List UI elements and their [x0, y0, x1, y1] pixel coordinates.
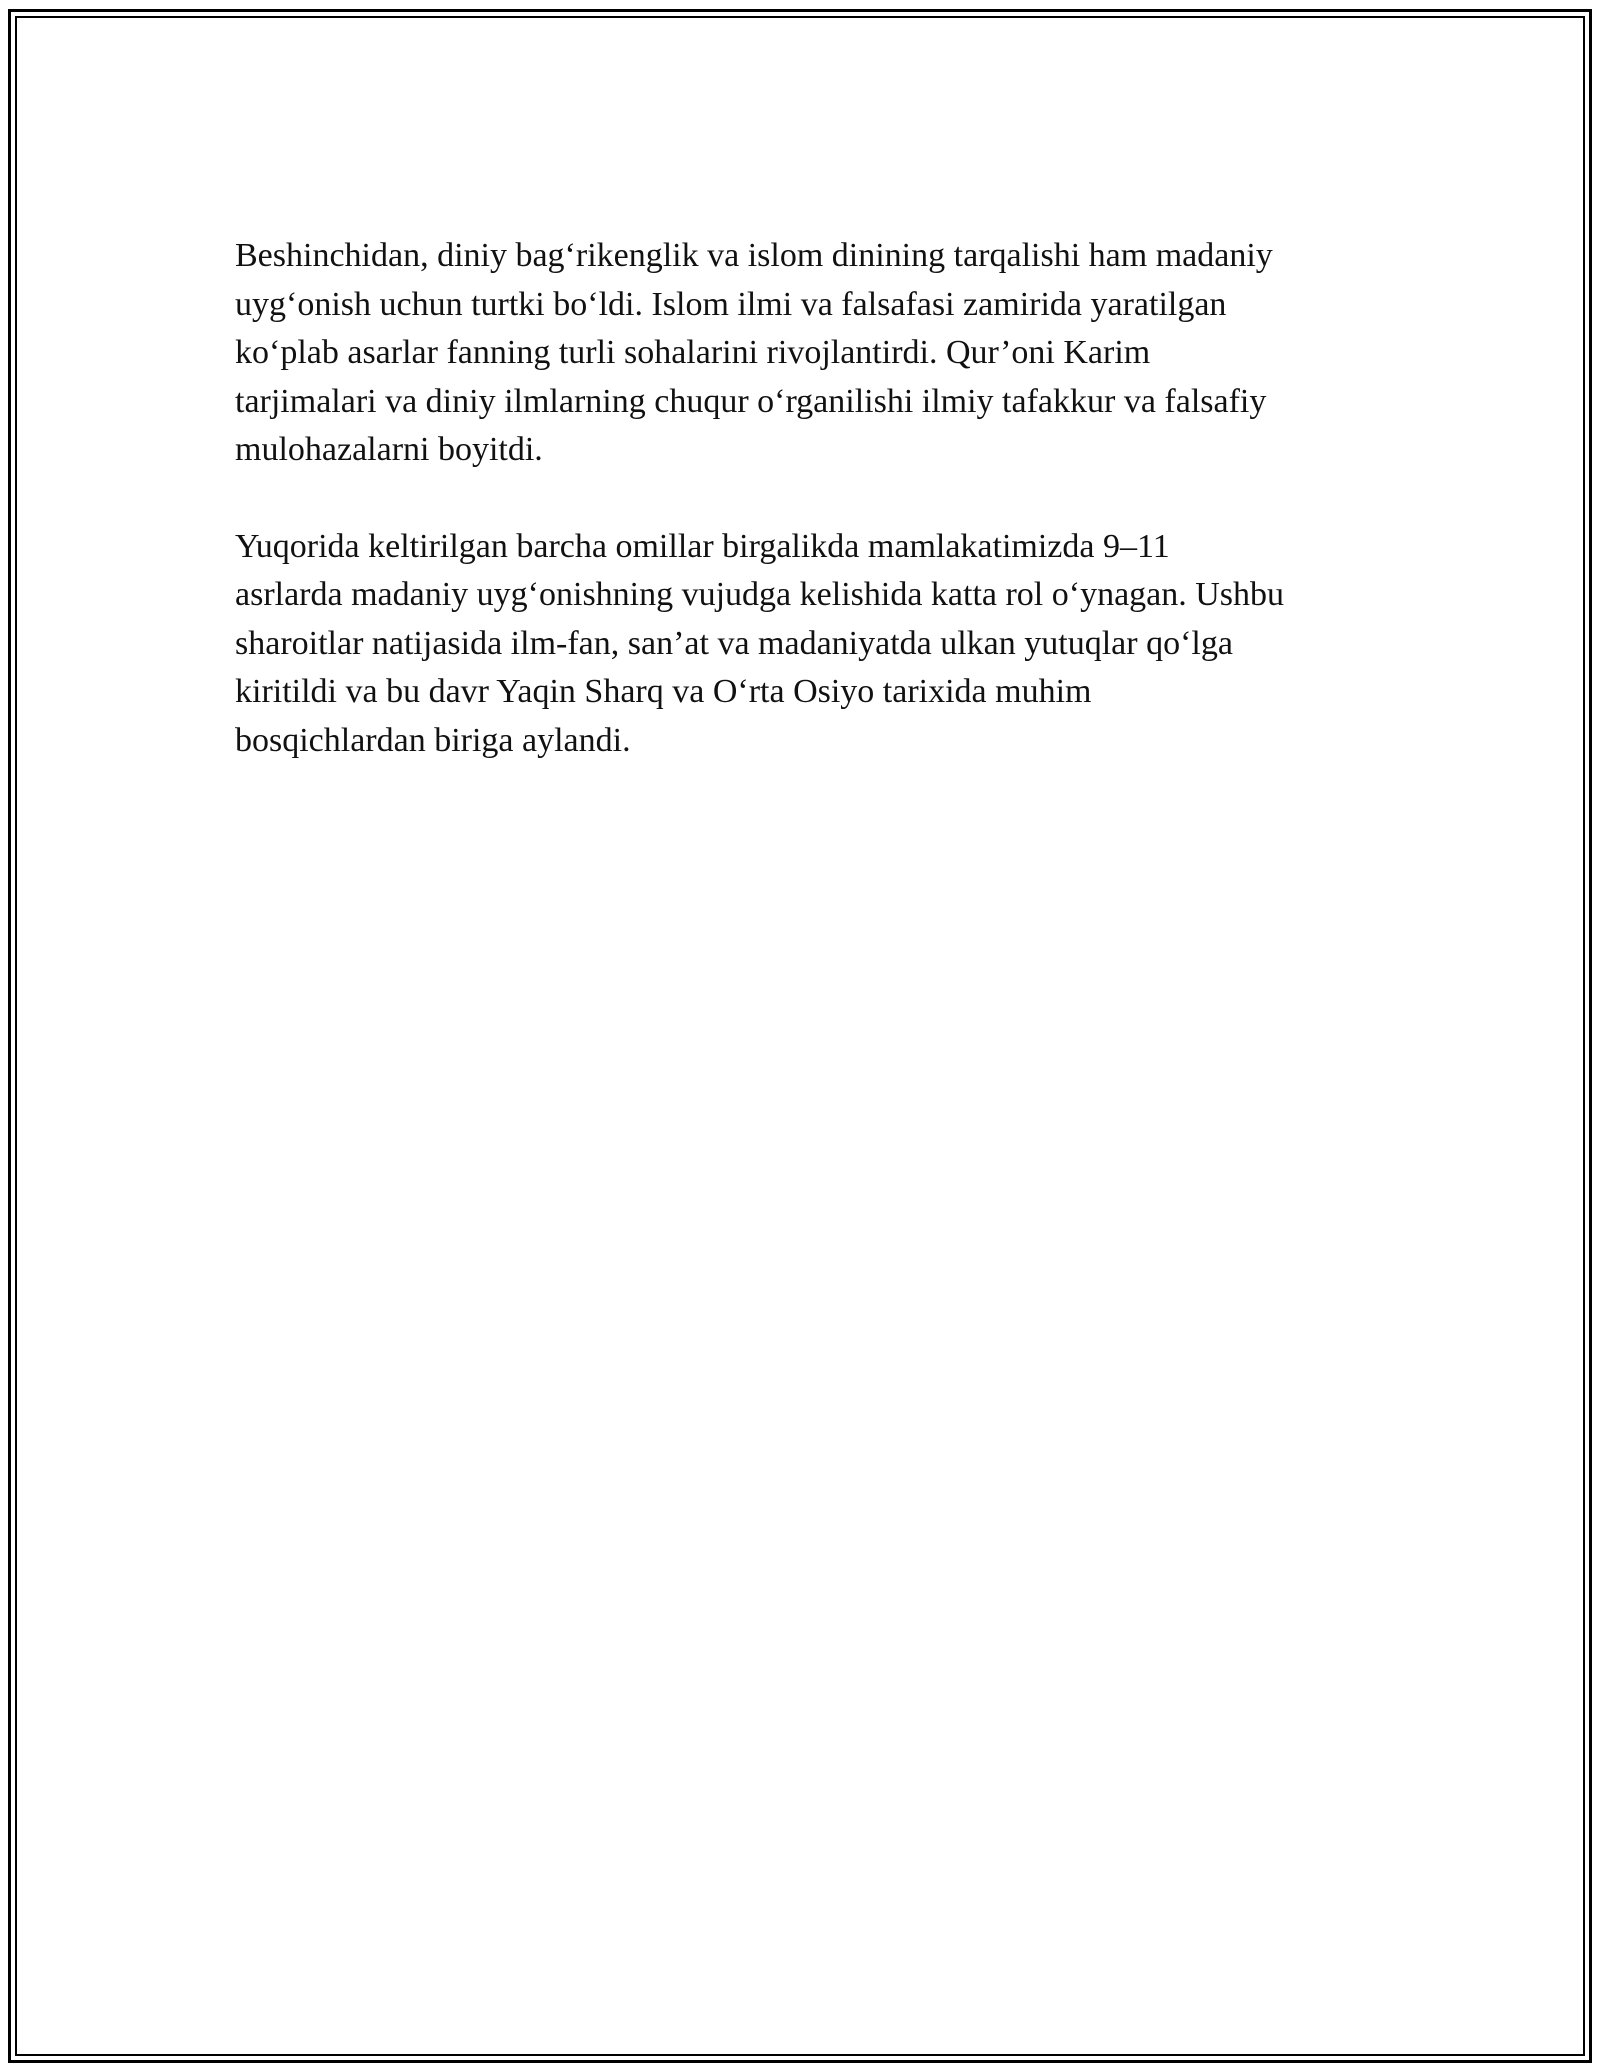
text-line: Beshinchidan, diniy bag‘rikenglik va islom dinining tarqalishi ham madaniy: [235, 237, 1273, 274]
text-line: uyg‘onish uchun turtki bo‘ldi. Islom ilmi va falsafasi zamirida yaratilgan: [235, 285, 1227, 323]
text-line: mulohazalarni boyitdi.: [235, 431, 543, 468]
text-line: tarjimalari va diniy ilmlarning chuqur o‘rganilishi ilmiy tafakkur va falsafiy: [235, 382, 1267, 420]
text-line: Yuqorida keltirilgan barcha omillar birgalikda mamlakatimizda 9–11: [235, 527, 1170, 565]
text-line: asrlarda madaniy uyg‘onishning vujudga kelishida katta rol o‘ynagan. Ushbu: [235, 576, 1285, 613]
text-line: kiritildi va bu davr Yaqin Sharq va O‘rta Osiyo tarixida muhim: [235, 673, 1092, 710]
paragraph-1: [235, 232, 1375, 475]
text-line: bosqichlardan biriga aylandi.: [235, 721, 631, 759]
text-line: ko‘plab asarlar fanning turli sohalarini rivojlantirdi. Qur’oni Karim: [235, 334, 1151, 371]
document-body: [235, 232, 1375, 765]
paragraph-2: [235, 523, 1375, 766]
text-line: sharoitlar natijasida ilm-fan, san’at va madaniyatda ulkan yutuqlar qo‘lga: [235, 624, 1233, 662]
